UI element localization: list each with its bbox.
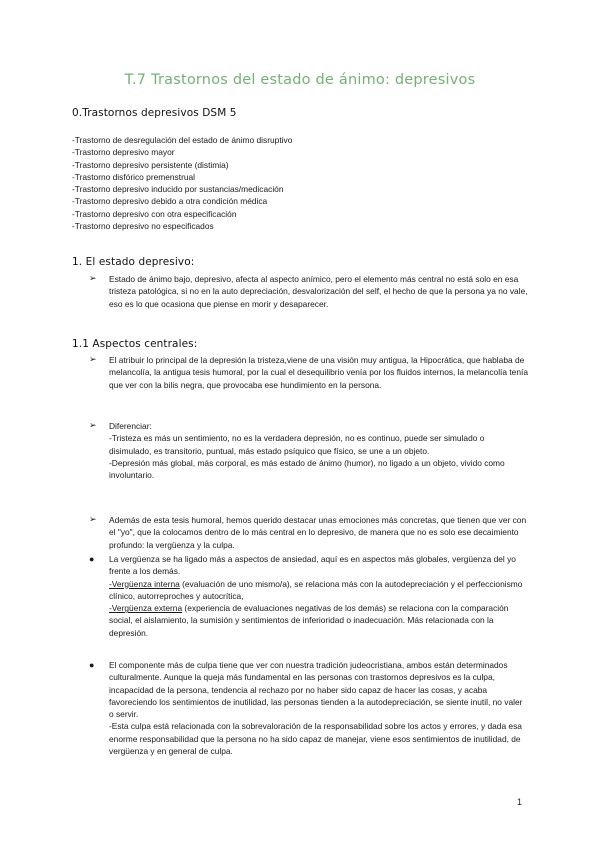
paragraph-hipocratica: [109, 354, 529, 391]
paragraph-culpa: [109, 659, 529, 757]
paragraph-tesis-humoral: [109, 514, 529, 551]
paragraph-text: Estado de ánimo bajo, depresivo, afecta al aspecto anímico, pero el elemento más central no está solo en esa tristeza patológica, si no en la auto depreciación, desvalorización del self, el hecho de que la persona ya no vale, eso es lo que ocasiona que piense en morir y desaparecer.: [109, 274, 528, 309]
paragraph-text: (experiencia de evaluaciones negativas de los demás) se relaciona con la comparación social, el aislamiento, la sumisión y sentimientos de inferioridad o inadecuación. Más relacionada con la depresión.: [109, 603, 509, 638]
arrow-bullet-icon: ➢: [89, 420, 97, 430]
list-item: -Trastorno depresivo inducido por sustancias/medicación: [72, 184, 284, 195]
list-item: -Trastorno depresivo debido a otra condición médica: [72, 196, 268, 207]
underlined-term: -Vergüenza externa: [109, 603, 183, 614]
page-number: 1: [516, 797, 522, 807]
arrow-bullet-icon: ➢: [89, 514, 97, 524]
paragraph-estado-depresivo: [109, 273, 529, 310]
section-heading-estado-depresivo: 1. El estado depresivo:: [72, 256, 195, 268]
paragraph-text: Además de esta tesis humoral, hemos querido destacar unas emociones más concretas, que tienen que ver con el "yo", que la colocamos dentro de lo más central en lo depresivo, de manera que no es solo ese decaimiento profundo: la vergüenza y la culpa.: [109, 515, 527, 550]
section-heading-dsm5: 0.Trastornos depresivos DSM 5: [72, 107, 237, 119]
paragraph-label: Diferenciar:: [109, 421, 152, 431]
list-item: -Trastorno depresivo no especificados: [72, 221, 214, 232]
list-item: -Trastorno depresivo con otra especificación: [72, 208, 237, 219]
page-title: T.7 Trastornos del estado de ánimo: depresivos: [124, 72, 476, 88]
dsm5-list: [72, 134, 292, 232]
paragraph-text: -Tristeza es más un sentimiento, no es la verdadera depresión, no es continuo, puede ser simulado o disimulado, es transitorio, puntual, más estado psíquico que físico, se une a un objeto.: [109, 433, 485, 456]
paragraph-text: El componente más de culpa tiene que ver con nuestra tradición judeocristiana, ambos están determinados culturalmente. Aunque la queja más fundamental en las personas con trastornos depresivos es la culpa, incapacidad de la persona, tendencia al rechazo por no haber sido capaz de hacer las cosas, y acaba favoreciendo los sentimientos de inutilidad, las personas tienden a la autodepreciación, se siente inutil, no valer o servir.: [109, 660, 523, 720]
paragraph-text: -Esta culpa está relacionada con la sobrevaloración de la responsabilidad sobre los actos y errores, y dada esa enorme responsabilidad que la persona no ha sido capaz de manejar, viene esos sentimientos de inutilidad, de vergüenza y en general de culpa.: [109, 721, 522, 757]
arrow-bullet-icon: ➢: [89, 354, 97, 364]
paragraph-verguenza: [109, 553, 529, 639]
paragraph-text: La vergüenza se ha ligado más a aspectos de ansiedad, aquí es en aspectos más globales, vergüenza del yo frente a los demás.: [109, 554, 516, 577]
paragraph-diferenciar: [109, 420, 529, 481]
list-item: -Trastorno depresivo mayor: [72, 147, 175, 158]
list-item: -Trastorno de desregulación del estado de ánimo disruptivo: [72, 135, 293, 145]
list-item: -Trastorno depresivo persistente (distimia): [72, 159, 229, 170]
arrow-bullet-icon: ➢: [89, 273, 97, 283]
underlined-term: -Vergüenza interna: [109, 578, 180, 589]
paragraph-text: El atribuir lo principal de la depresión la tristeza,viene de una visión muy antigua, la Hipocrática, que hablaba de melancolía, la antigua tesis humoral, por la cual el desequilibrio venía por los fluidos internos, la melancolía tenía que ver con la bilis negra, que provocaba ese hundimiento en la persona.: [109, 355, 528, 390]
section-heading-aspectos-centrales: 1.1 Aspectos centrales:: [72, 338, 198, 350]
dot-bullet-icon: ●: [89, 554, 95, 564]
list-item: -Trastorno disfórico premenstrual: [72, 171, 196, 182]
paragraph-text: (evaluación de uno mismo/a), se relaciona más con la autodepreciación y el perfeccionismo clínico, autorreproches y autocrítica,: [109, 578, 523, 601]
dot-bullet-icon: ●: [89, 660, 95, 670]
paragraph-text: [109, 578, 529, 603]
paragraph-text: [109, 602, 529, 639]
paragraph-text: -Depresión más global, más corporal, es más estado de ánimo (humor), no ligado a un objeto, vivido como involuntario.: [109, 457, 505, 481]
